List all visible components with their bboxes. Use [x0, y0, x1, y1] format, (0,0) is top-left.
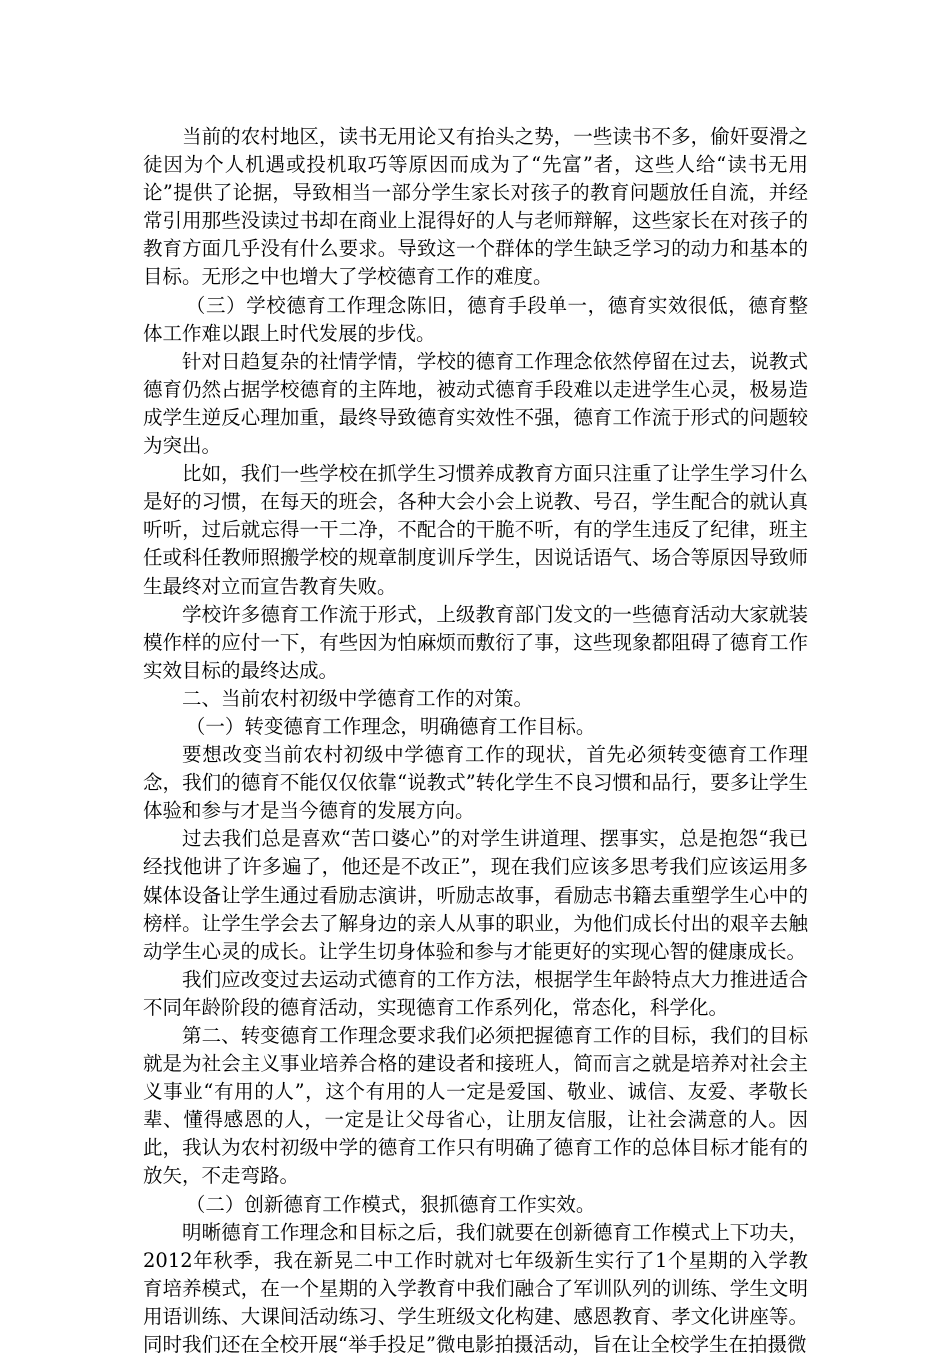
paragraph-3: 比如，我们一些学校在抓学生习惯养成教育方面只注重了让学生学习什么是好的习惯，在每天的班会，各种大会小会上说教、号召，学生配合的就认真听听，过后就忘得一干二净，不配合的干脆不听，有的学生违反了纪律，班主任或科任教师照搬学校的规章制度训斥学生，因说话语气、场合等原因导致师生最终对立而宣告教育失败。 [143, 462, 808, 598]
section-heading-3: （三）学校德育工作理念陈旧，德育手段单一，德育实效很低，德育整体工作难以跟上时代发展的步伐。 [143, 293, 808, 345]
paragraph-7: 我们应改变过去运动式德育的工作方法，根据学生年龄特点大力推进适合不同年龄阶段的德育活动，实现德育工作系列化，常态化，科学化。 [143, 967, 808, 1019]
document-body [143, 123, 808, 1359]
paragraph-4: 学校许多德育工作流于形式，上级教育部门发文的一些德育活动大家就装模作样的应付一下，有些因为怕麻烦而敷衍了事，这些现象都阻碍了德育工作实效目标的最终达成。 [143, 602, 808, 682]
paragraph-5: 要想改变当前农村初级中学德育工作的现状，首先必须转变德育工作理念，我们的德育不能仅仅依靠“说教式”转化学生不良习惯和品行，要多让学生体验和参与才是当今德育的发展方向。 [143, 743, 808, 823]
subsection-heading-1: （一）转变德育工作理念，明确德育工作目标。 [185, 714, 596, 738]
paragraph-2: 针对日趋复杂的社情学情，学校的德育工作理念依然停留在过去，说教式德育仍然占据学校德育的主阵地，被动式德育手段难以走进学生心灵，极易造成学生逆反心理加重，最终导致德育实效性不强，德育工作流于形式的问题较为突出。 [143, 349, 808, 458]
paragraph-6: 过去我们总是喜欢“苦口婆心”的对学生讲道理、摆事实，总是抱怨“我已经找他讲了许多遍了，他还是不改正”，现在我们应该多思考我们应该运用多媒体设备让学生通过看励志演讲，听励志故事，看励志书籍去重塑学生心中的榜样。让学生学会去了解身边的亲人从事的职业，为他们成长付出的艰辛去触动学生心灵的成长。让学生切身体验和参与才能更好的实现心智的健康成长。 [143, 827, 808, 963]
paragraph-1: 当前的农村地区，读书无用论又有抬头之势，一些读书不多，偷奸耍滑之徒因为个人机遇或投机取巧等原因而成为了“先富”者，这些人给“读书无用论”提供了论据，导致相当一部分学生家长对孩子的教育问题放任自流，并经常引用那些没读过书却在商业上混得好的人与老师辩解，这些家长在对孩子的教育方面几乎没有什么要求。导致这一个群体的学生缺乏学习的动力和基本的目标。无形之中也增大了学校德育工作的难度。 [143, 125, 808, 289]
section-heading-2: 二、当前农村初级中学德育工作的对策。 [182, 686, 534, 710]
subsection-heading-2: （二）创新德育工作模式，狠抓德育工作实效。 [185, 1192, 596, 1216]
paragraph-8: 第二、转变德育工作理念要求我们必须把握德育工作的目标，我们的目标就是为社会主义事业培养合格的建设者和接班人，简而言之就是培养对社会主义事业“有用的人”，这个有用的人一定是爱国、敬业、诚信、友爱、孝敬长辈、懂得感恩的人，一定是让父母省心，让朋友信服，让社会满意的人。因此，我认为农村初级中学的德育工作只有明确了德育工作的总体目标才能有的放矢，不走弯路。 [143, 1024, 808, 1188]
paragraph-9: 明晰德育工作理念和目标之后，我们就要在创新德育工作模式上下功夫，2012年秋季，我在新晃二中工作时就对七年级新生实行了1个星期的入学教育培养模式，在一个星期的入学教育中我们融合了军训队列的训练、学生文明用语训练、大课间活动练习、学生班级文化构建、感恩教育、孝文化讲座等。同时我们还在全校开展“举手投足”微电影拍摄活动，旨在让全校学生在拍摄微 [143, 1220, 808, 1357]
